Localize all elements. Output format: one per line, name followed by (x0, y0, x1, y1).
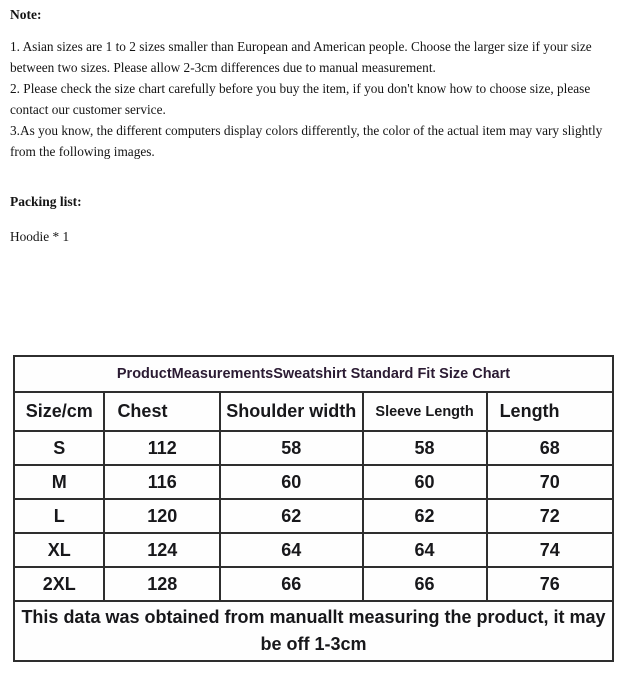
size-cell: M (14, 465, 104, 499)
size-chart-table (13, 355, 614, 662)
length-cell: 74 (487, 533, 613, 567)
sleeve-cell: 62 (363, 499, 487, 533)
shoulder-cell: 62 (220, 499, 363, 533)
sleeve-cell: 60 (363, 465, 487, 499)
size-chart-footnote: This data was obtained from manuallt measuring the product, it may be off 1-3cm (14, 601, 613, 661)
chest-cell: 112 (104, 431, 220, 465)
packing-list-heading: Packing list: (10, 194, 82, 209)
size-cell: 2XL (14, 567, 104, 601)
size-chart-title-row (14, 356, 613, 392)
sleeve-cell: 64 (363, 533, 487, 567)
sleeve-cell: 66 (363, 567, 487, 601)
column-header-shoulder-width: Shoulder width (220, 392, 363, 431)
size-row-xl (14, 533, 613, 567)
note-paragraphs (10, 36, 614, 162)
size-cell: S (14, 431, 104, 465)
note-item-1: 1. Asian sizes are 1 to 2 sizes smaller than European and American people. Choose the larger size if your size between two sizes. Please allow 2-3cm differences due to manual measurement. (10, 39, 592, 75)
size-chart-footnote-row (14, 601, 613, 661)
sleeve-cell: 58 (363, 431, 487, 465)
size-row-2xl (14, 567, 613, 601)
length-cell: 68 (487, 431, 613, 465)
column-header-size: Size/cm (14, 392, 104, 431)
size-chart-title: ProductMeasurementsSweatshirt Standard Fit Size Chart (14, 356, 613, 392)
size-row-l (14, 499, 613, 533)
note-heading: Note: (10, 7, 42, 22)
note-item-2: 2. Please check the size chart carefully before you buy the item, if you don't know how to choose size, please contact our customer service. (10, 81, 591, 117)
chest-cell: 116 (104, 465, 220, 499)
chest-cell: 124 (104, 533, 220, 567)
length-cell: 70 (487, 465, 613, 499)
column-header-sleeve-length: Sleeve Length (363, 392, 487, 431)
packing-list-item: Hoodie * 1 (10, 229, 70, 244)
size-row-s (14, 431, 613, 465)
shoulder-cell: 66 (220, 567, 363, 601)
note-item-3: 3.As you know, the different computers display colors differently, the color of the actual item may vary slightly from the following images. (10, 123, 603, 159)
size-cell: XL (14, 533, 104, 567)
chest-cell: 128 (104, 567, 220, 601)
shoulder-cell: 64 (220, 533, 363, 567)
shoulder-cell: 60 (220, 465, 363, 499)
length-cell: 76 (487, 567, 613, 601)
shoulder-cell: 58 (220, 431, 363, 465)
size-chart-header-row (14, 392, 613, 431)
size-row-m (14, 465, 613, 499)
length-cell: 72 (487, 499, 613, 533)
column-header-chest: Chest (104, 392, 220, 431)
chest-cell: 120 (104, 499, 220, 533)
column-header-length: Length (487, 392, 613, 431)
size-cell: L (14, 499, 104, 533)
